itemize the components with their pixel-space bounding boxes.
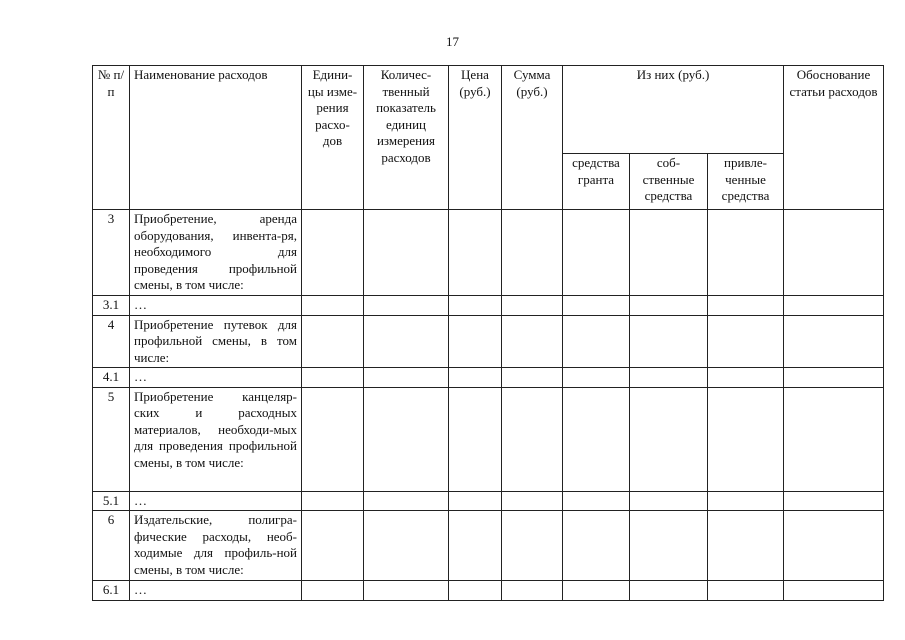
row-name: Приобретение канцеляр-ских и расходных материалов, необходи-мых для проведения профильной смены, в том числе: bbox=[130, 387, 302, 491]
table-row bbox=[93, 511, 884, 581]
row-name: Издательские, полигра-фические расходы, необ-ходимые для профиль-ной смены, в том числе: bbox=[130, 511, 302, 581]
cell-grant[interactable] bbox=[563, 387, 630, 491]
row-number: 6 bbox=[93, 511, 130, 581]
cell-grant[interactable] bbox=[563, 315, 630, 368]
row-name: … bbox=[130, 368, 302, 388]
cell-justification[interactable] bbox=[784, 387, 884, 491]
cell-quantity[interactable] bbox=[364, 315, 449, 368]
header-name: Наименование расходов bbox=[130, 66, 302, 210]
cell-justification[interactable] bbox=[784, 315, 884, 368]
cell-unit[interactable] bbox=[302, 491, 364, 511]
cell-sum[interactable] bbox=[502, 296, 563, 316]
cell-grant[interactable] bbox=[563, 368, 630, 388]
cell-price[interactable] bbox=[449, 315, 502, 368]
page-number: 17 bbox=[446, 34, 459, 49]
row-number: 4.1 bbox=[93, 368, 130, 388]
cell-justification[interactable] bbox=[784, 511, 884, 581]
header-attracted-funds: привле-ченные средства bbox=[708, 154, 784, 210]
cell-attracted-funds[interactable] bbox=[708, 315, 784, 368]
table-row bbox=[93, 368, 884, 388]
cell-attracted-funds[interactable] bbox=[708, 387, 784, 491]
row-number: 4 bbox=[93, 315, 130, 368]
cell-sum[interactable] bbox=[502, 491, 563, 511]
cell-attracted-funds[interactable] bbox=[708, 210, 784, 296]
cell-sum[interactable] bbox=[502, 315, 563, 368]
cell-attracted-funds[interactable] bbox=[708, 491, 784, 511]
header-price: Цена (руб.) bbox=[449, 66, 502, 210]
header-justification: Обоснование статьи расходов bbox=[784, 66, 884, 210]
cell-own-funds[interactable] bbox=[630, 210, 708, 296]
cell-own-funds[interactable] bbox=[630, 511, 708, 581]
cell-unit[interactable] bbox=[302, 387, 364, 491]
cell-own-funds[interactable] bbox=[630, 315, 708, 368]
cell-quantity[interactable] bbox=[364, 491, 449, 511]
row-name: … bbox=[130, 581, 302, 601]
cell-justification[interactable] bbox=[784, 581, 884, 601]
cell-unit[interactable] bbox=[302, 511, 364, 581]
cell-quantity[interactable] bbox=[364, 210, 449, 296]
header-unit: Едини-цы изме-рения расхо-дов bbox=[302, 66, 364, 210]
budget-table bbox=[92, 65, 884, 601]
cell-sum[interactable] bbox=[502, 511, 563, 581]
header-no: № п/п bbox=[93, 66, 130, 210]
cell-justification[interactable] bbox=[784, 491, 884, 511]
cell-quantity[interactable] bbox=[364, 368, 449, 388]
cell-unit[interactable] bbox=[302, 581, 364, 601]
row-name: Приобретение, аренда оборудования, инвента-ря, необходимого для проведения профильной смены, в том числе: bbox=[130, 210, 302, 296]
cell-price[interactable] bbox=[449, 491, 502, 511]
table-row bbox=[93, 387, 884, 491]
header-own-funds: соб-ственные средства bbox=[630, 154, 708, 210]
row-number: 6.1 bbox=[93, 581, 130, 601]
cell-grant[interactable] bbox=[563, 296, 630, 316]
table-row bbox=[93, 210, 884, 296]
cell-justification[interactable] bbox=[784, 368, 884, 388]
cell-unit[interactable] bbox=[302, 315, 364, 368]
cell-price[interactable] bbox=[449, 581, 502, 601]
cell-quantity[interactable] bbox=[364, 296, 449, 316]
cell-unit[interactable] bbox=[302, 210, 364, 296]
cell-grant[interactable] bbox=[563, 581, 630, 601]
cell-own-funds[interactable] bbox=[630, 581, 708, 601]
cell-quantity[interactable] bbox=[364, 387, 449, 491]
cell-price[interactable] bbox=[449, 296, 502, 316]
cell-price[interactable] bbox=[449, 387, 502, 491]
cell-unit[interactable] bbox=[302, 368, 364, 388]
cell-attracted-funds[interactable] bbox=[708, 368, 784, 388]
table-row bbox=[93, 581, 884, 601]
cell-price[interactable] bbox=[449, 511, 502, 581]
cell-sum[interactable] bbox=[502, 581, 563, 601]
row-name: Приобретение путевок для профильной смены, в том числе: bbox=[130, 315, 302, 368]
row-number: 5.1 bbox=[93, 491, 130, 511]
cell-justification[interactable] bbox=[784, 210, 884, 296]
cell-attracted-funds[interactable] bbox=[708, 511, 784, 581]
cell-sum[interactable] bbox=[502, 387, 563, 491]
cell-quantity[interactable] bbox=[364, 511, 449, 581]
header-grant: средства гранта bbox=[563, 154, 630, 210]
table-row bbox=[93, 491, 884, 511]
cell-unit[interactable] bbox=[302, 296, 364, 316]
header-row bbox=[93, 66, 884, 154]
cell-own-funds[interactable] bbox=[630, 491, 708, 511]
cell-sum[interactable] bbox=[502, 368, 563, 388]
table-row bbox=[93, 296, 884, 316]
cell-quantity[interactable] bbox=[364, 581, 449, 601]
header-of-which: Из них (руб.) bbox=[563, 66, 784, 154]
table-row bbox=[93, 315, 884, 368]
cell-grant[interactable] bbox=[563, 511, 630, 581]
row-number: 5 bbox=[93, 387, 130, 491]
cell-own-funds[interactable] bbox=[630, 387, 708, 491]
row-number: 3.1 bbox=[93, 296, 130, 316]
cell-attracted-funds[interactable] bbox=[708, 296, 784, 316]
cell-sum[interactable] bbox=[502, 210, 563, 296]
row-name: … bbox=[130, 296, 302, 316]
cell-price[interactable] bbox=[449, 368, 502, 388]
cell-attracted-funds[interactable] bbox=[708, 581, 784, 601]
cell-own-funds[interactable] bbox=[630, 296, 708, 316]
cell-own-funds[interactable] bbox=[630, 368, 708, 388]
header-quantity: Количес-твенный показатель единиц измерения расходов bbox=[364, 66, 449, 210]
cell-grant[interactable] bbox=[563, 491, 630, 511]
row-name: … bbox=[130, 491, 302, 511]
cell-price[interactable] bbox=[449, 210, 502, 296]
cell-justification[interactable] bbox=[784, 296, 884, 316]
cell-grant[interactable] bbox=[563, 210, 630, 296]
header-sum: Сумма (руб.) bbox=[502, 66, 563, 210]
row-number: 3 bbox=[93, 210, 130, 296]
